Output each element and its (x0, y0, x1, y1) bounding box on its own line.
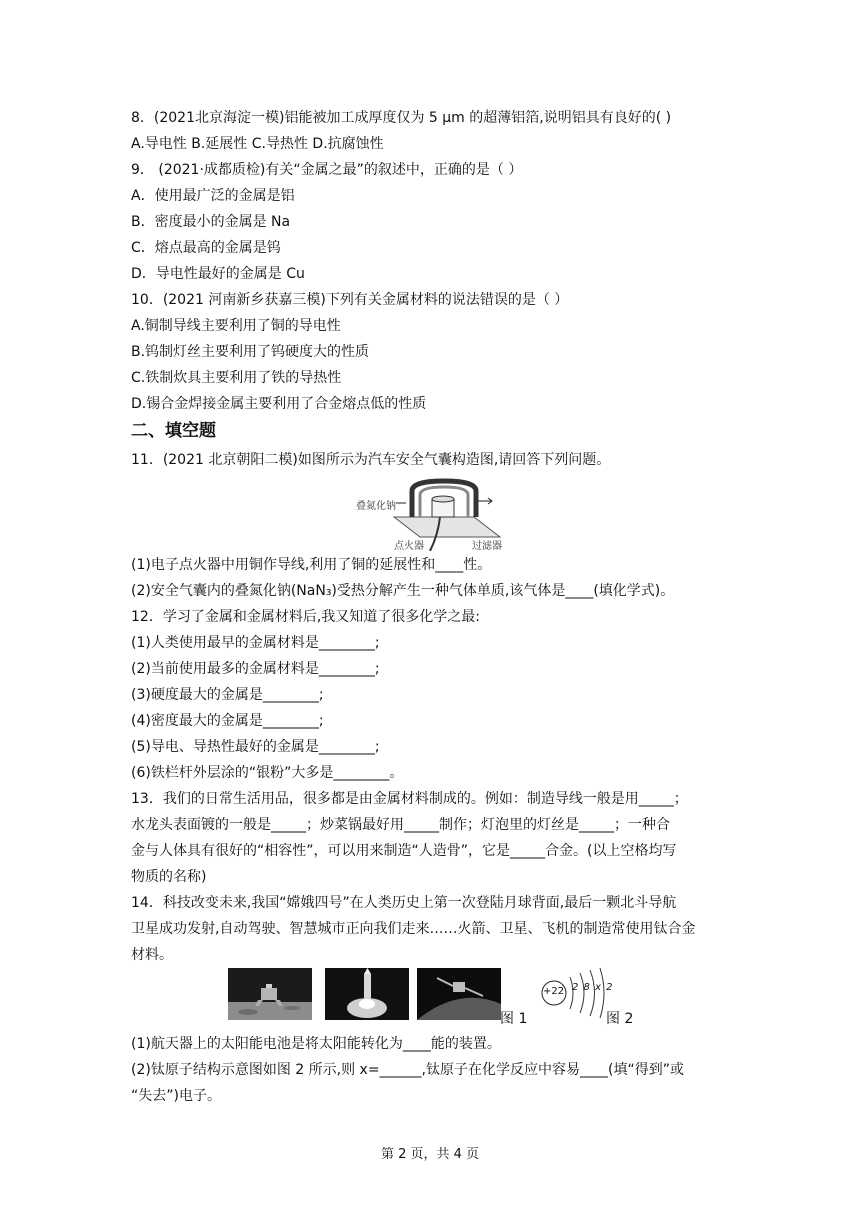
q9-option-b: B．密度最小的金属是 Na (131, 214, 291, 230)
atom-electron-shells: 2 8 x 2 (572, 982, 614, 993)
q14-part2-line1: (2)钛原子结构示意图如图 2 所示,则 x=______,钛原子在化学反应中容易____(填“得到”或 (131, 1062, 684, 1078)
q13-line: 13．我们的日常生活用品，很多都是由金属材料制成的。例如：制造导线一般是用_____； (131, 791, 688, 807)
atom-nucleus-charge: +22 (543, 986, 565, 997)
label-sodium-azide: 叠氮化钠 (356, 501, 396, 512)
q11-part2: (2)安全气囊内的叠氮化钠(NaN₃)受热分解产生一种气体单质,该气体是____(填化学式)。 (131, 583, 675, 599)
rocket-launch-photo (325, 968, 409, 1020)
q14-part2-line2: “失去”)电子。 (131, 1088, 221, 1104)
q12-item: (3)硬度最大的金属是________; (131, 687, 324, 703)
q8-stem: 8．(2021北京海淀一模)铝能被加工成厚度仅为 5 μm 的超薄铝箔,说明铝具有良好的( ) (131, 110, 672, 126)
q9-option-a: A．使用最广泛的金属是铝 (131, 188, 295, 204)
titanium-atom-diagram (538, 964, 614, 1022)
q13-line: 物质的名称) (131, 869, 207, 885)
q14-line: 卫星成功发射,自动驾驶、智慧城市正向我们走来……火箭、卫星、飞机的制造常使用钛合金 (131, 921, 696, 937)
q14-part1: (1)航天器上的太阳能电池是将太阳能转化为____能的装置。 (131, 1036, 501, 1052)
q10-option-a: A.铜制导线主要利用了铜的导电性 (131, 318, 341, 334)
q12-item: (1)人类使用最早的金属材料是________; (131, 635, 380, 651)
satellite-photo (417, 968, 501, 1020)
airbag-diagram (354, 477, 504, 551)
figure-2-label: 图 2 (606, 1011, 634, 1027)
figure-1-label: 图 1 (500, 1011, 528, 1027)
page-footer: 第 2 页，共 4 页 (380, 1147, 480, 1162)
q13-line: 水龙头表面镀的一般是_____；炒菜锅最好用_____制作；灯泡里的灯丝是_____；一种合 (131, 817, 670, 833)
section-title-fill-in: 二、填空题 (131, 421, 216, 441)
q11-part1: (1)电子点火器中用铜作导线,利用了铜的延展性和____性。 (131, 557, 492, 573)
q10-option-d: D.锡合金焊接金属主要利用了合金熔点低的性质 (131, 396, 427, 412)
q12-item: (5)导电、导热性最好的金属是________; (131, 739, 380, 755)
q10-stem: 10．(2021 河南新乡获嘉三模)下列有关金属材料的说法错误的是（ ） (131, 292, 569, 308)
q9-stem: 9． (2021·成都质检)有关“金属之最”的叙述中，正确的是（ ） (131, 162, 523, 178)
q9-option-d: D．导电性最好的金属是 Cu (131, 266, 305, 282)
label-igniter: 点火器 (394, 541, 424, 552)
q10-option-c: C.铁制炊具主要利用了铁的导热性 (131, 370, 342, 386)
q11-stem: 11．(2021 北京朝阳二模)如图所示为汽车安全气囊构造图,请回答下列问题。 (131, 452, 611, 468)
q12-stem: 12．学习了金属和金属材料后,我又知道了很多化学之最: (131, 609, 480, 625)
q10-option-b: B.钨制灯丝主要利用了钨硬度大的性质 (131, 344, 370, 360)
q8-options: A.导电性 B.延展性 C.导热性 D.抗腐蚀性 (131, 136, 384, 152)
label-filter: 过滤器 (472, 541, 502, 552)
moon-lander-photo (228, 968, 312, 1020)
q14-line: 材料。 (131, 947, 173, 963)
q12-item: (4)密度最大的金属是________; (131, 713, 324, 729)
q14-line: 14．科技改变未来,我国“嫦娥四号”在人类历史上第一次登陆月球背面,最后一颗北斗导航 (131, 895, 677, 911)
q9-option-c: C．熔点最高的金属是钨 (131, 240, 281, 256)
q12-item: (2)当前使用最多的金属材料是________; (131, 661, 380, 677)
q13-line: 金与人体具有很好的“相容性”，可以用来制造“人造骨”，它是_____合金。(以上空格均写 (131, 843, 677, 859)
q12-item: (6)铁栏杆外层涂的“银粉”大多是________。 (131, 765, 404, 781)
